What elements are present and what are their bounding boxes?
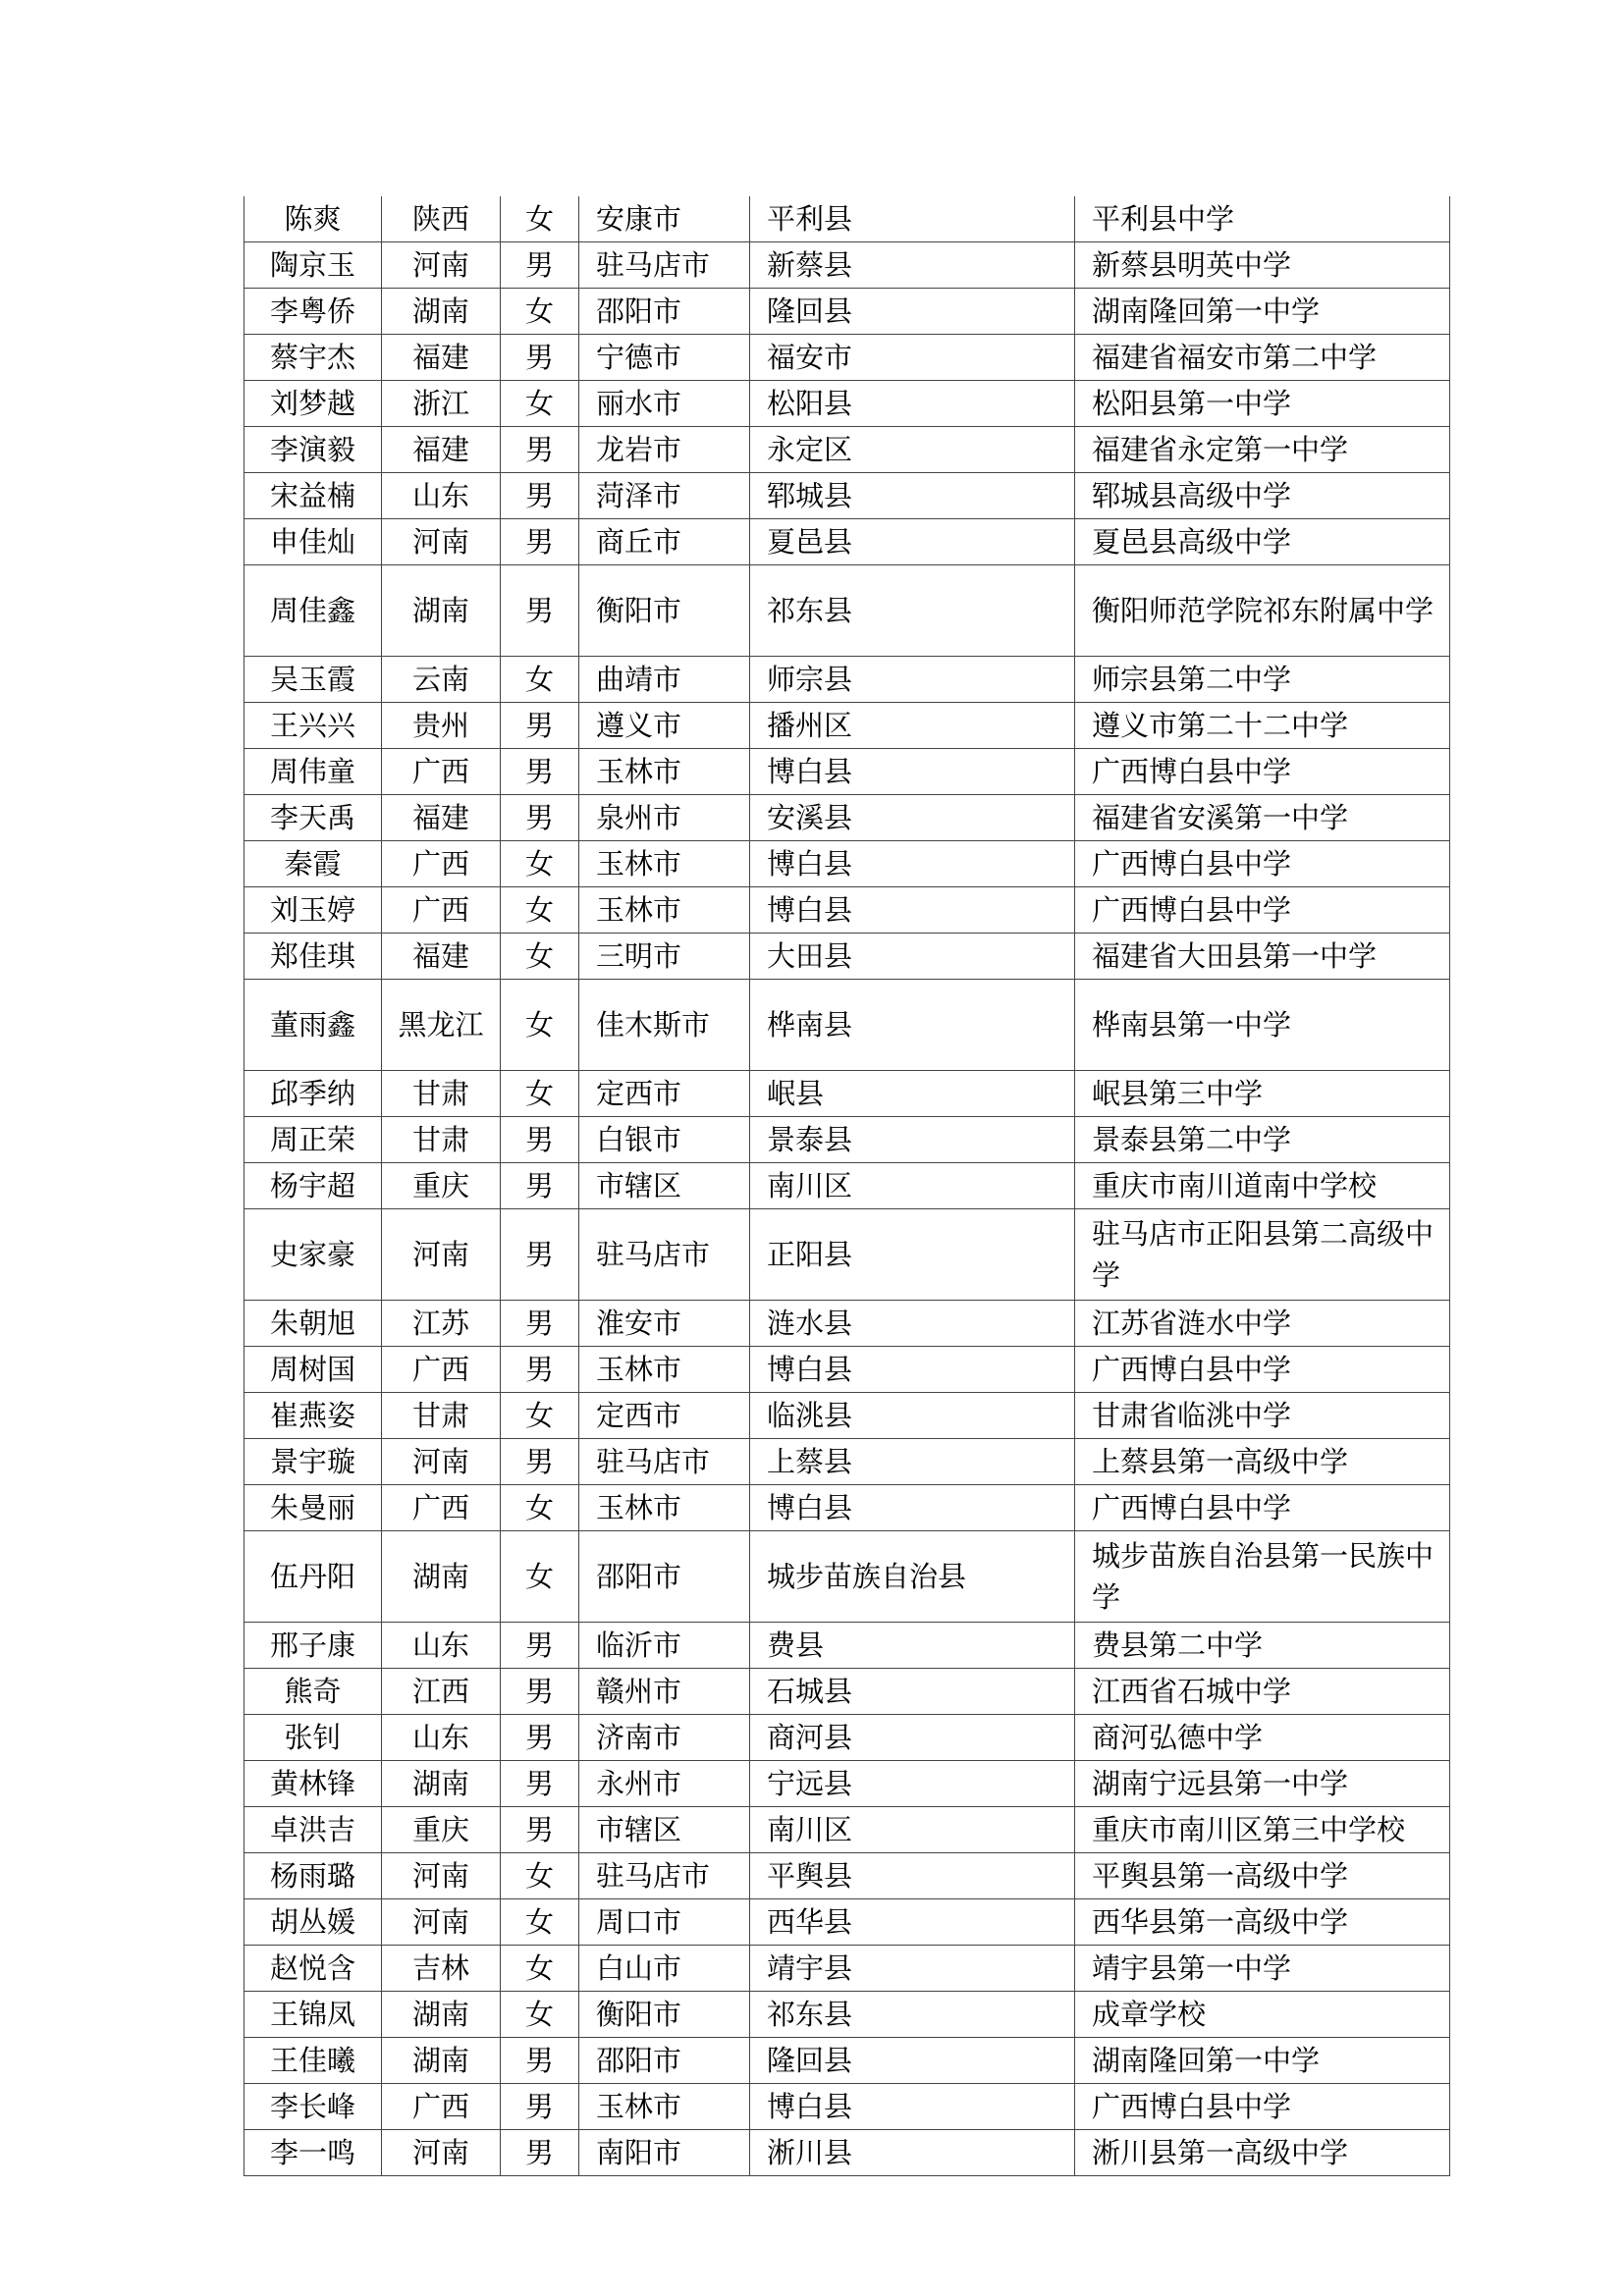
table-row xyxy=(244,1393,1450,1439)
province-cell: 广西 xyxy=(382,841,501,887)
school-cell: 景泰县第二中学 xyxy=(1075,1117,1450,1163)
school-cell: 湖南隆回第一中学 xyxy=(1075,2038,1450,2084)
student-name-cell: 赵悦含 xyxy=(244,1946,382,1992)
table-row xyxy=(244,2130,1450,2176)
school-cell: 湖南宁远县第一中学 xyxy=(1075,1761,1450,1807)
county-cell: 博白县 xyxy=(750,1347,1075,1393)
gender-cell: 男 xyxy=(501,1715,579,1761)
city-cell: 市辖区 xyxy=(579,1807,750,1853)
gender-cell: 男 xyxy=(501,1347,579,1393)
school-cell: 西华县第一高级中学 xyxy=(1075,1899,1450,1946)
county-cell: 南川区 xyxy=(750,1807,1075,1853)
province-cell: 广西 xyxy=(382,1485,501,1531)
county-cell: 博白县 xyxy=(750,887,1075,934)
gender-cell: 男 xyxy=(501,1669,579,1715)
gender-cell: 男 xyxy=(501,703,579,749)
city-cell: 三明市 xyxy=(579,934,750,980)
table-row xyxy=(244,1761,1450,1807)
student-name-cell: 申佳灿 xyxy=(244,519,382,565)
gender-cell: 男 xyxy=(501,242,579,289)
province-cell: 福建 xyxy=(382,427,501,473)
province-cell: 河南 xyxy=(382,242,501,289)
province-cell: 甘肃 xyxy=(382,1117,501,1163)
city-cell: 邵阳市 xyxy=(579,289,750,335)
student-name-cell: 蔡宇杰 xyxy=(244,335,382,381)
county-cell: 临洮县 xyxy=(750,1393,1075,1439)
school-cell: 平利县中学 xyxy=(1075,196,1450,242)
student-name-cell: 王兴兴 xyxy=(244,703,382,749)
school-cell: 师宗县第二中学 xyxy=(1075,657,1450,703)
province-cell: 山东 xyxy=(382,1715,501,1761)
province-cell: 山东 xyxy=(382,473,501,519)
province-cell: 甘肃 xyxy=(382,1393,501,1439)
gender-cell: 男 xyxy=(501,335,579,381)
county-cell: 南川区 xyxy=(750,1163,1075,1209)
student-name-cell: 熊奇 xyxy=(244,1669,382,1715)
table-row xyxy=(244,1623,1450,1669)
gender-cell: 女 xyxy=(501,196,579,242)
gender-cell: 女 xyxy=(501,1393,579,1439)
city-cell: 驻马店市 xyxy=(579,1209,750,1301)
city-cell: 白银市 xyxy=(579,1117,750,1163)
province-cell: 云南 xyxy=(382,657,501,703)
student-name-cell: 张钊 xyxy=(244,1715,382,1761)
city-cell: 邵阳市 xyxy=(579,2038,750,2084)
county-cell: 上蔡县 xyxy=(750,1439,1075,1485)
county-cell: 博白县 xyxy=(750,841,1075,887)
table-row xyxy=(244,473,1450,519)
table-row xyxy=(244,565,1450,657)
table-row xyxy=(244,795,1450,841)
county-cell: 祁东县 xyxy=(750,565,1075,657)
gender-cell: 女 xyxy=(501,1899,579,1946)
table-row xyxy=(244,1439,1450,1485)
province-cell: 河南 xyxy=(382,519,501,565)
province-cell: 河南 xyxy=(382,1899,501,1946)
school-cell: 福建省安溪第一中学 xyxy=(1075,795,1450,841)
student-roster-table xyxy=(244,196,1450,2176)
county-cell: 播州区 xyxy=(750,703,1075,749)
city-cell: 安康市 xyxy=(579,196,750,242)
city-cell: 泉州市 xyxy=(579,795,750,841)
school-cell: 福建省永定第一中学 xyxy=(1075,427,1450,473)
student-name-cell: 邱季纳 xyxy=(244,1071,382,1117)
province-cell: 广西 xyxy=(382,2084,501,2130)
gender-cell: 男 xyxy=(501,1623,579,1669)
student-name-cell: 周正荣 xyxy=(244,1117,382,1163)
student-name-cell: 黄林锋 xyxy=(244,1761,382,1807)
student-name-cell: 卓洪吉 xyxy=(244,1807,382,1853)
table-row xyxy=(244,2038,1450,2084)
school-cell: 广西博白县中学 xyxy=(1075,887,1450,934)
table-row xyxy=(244,1669,1450,1715)
gender-cell: 男 xyxy=(501,565,579,657)
city-cell: 驻马店市 xyxy=(579,1853,750,1899)
gender-cell: 男 xyxy=(501,2038,579,2084)
table-row xyxy=(244,749,1450,795)
table-row xyxy=(244,196,1450,242)
school-cell: 岷县第三中学 xyxy=(1075,1071,1450,1117)
county-cell: 桦南县 xyxy=(750,980,1075,1071)
table-row xyxy=(244,1117,1450,1163)
province-cell: 浙江 xyxy=(382,381,501,427)
province-cell: 甘肃 xyxy=(382,1071,501,1117)
student-name-cell: 吴玉霞 xyxy=(244,657,382,703)
province-cell: 广西 xyxy=(382,1347,501,1393)
city-cell: 南阳市 xyxy=(579,2130,750,2176)
province-cell: 贵州 xyxy=(382,703,501,749)
roster-body xyxy=(244,196,1450,2176)
table-row xyxy=(244,980,1450,1071)
table-row xyxy=(244,1485,1450,1531)
county-cell: 郓城县 xyxy=(750,473,1075,519)
province-cell: 河南 xyxy=(382,1439,501,1485)
county-cell: 永定区 xyxy=(750,427,1075,473)
gender-cell: 女 xyxy=(501,841,579,887)
table-row xyxy=(244,1163,1450,1209)
city-cell: 驻马店市 xyxy=(579,242,750,289)
province-cell: 湖南 xyxy=(382,2038,501,2084)
school-cell: 上蔡县第一高级中学 xyxy=(1075,1439,1450,1485)
county-cell: 平利县 xyxy=(750,196,1075,242)
city-cell: 驻马店市 xyxy=(579,1439,750,1485)
city-cell: 丽水市 xyxy=(579,381,750,427)
student-name-cell: 杨雨璐 xyxy=(244,1853,382,1899)
student-name-cell: 朱曼丽 xyxy=(244,1485,382,1531)
province-cell: 江西 xyxy=(382,1669,501,1715)
school-cell: 桦南县第一中学 xyxy=(1075,980,1450,1071)
county-cell: 福安市 xyxy=(750,335,1075,381)
gender-cell: 女 xyxy=(501,887,579,934)
county-cell: 正阳县 xyxy=(750,1209,1075,1301)
gender-cell: 男 xyxy=(501,519,579,565)
gender-cell: 男 xyxy=(501,427,579,473)
student-name-cell: 周树国 xyxy=(244,1347,382,1393)
province-cell: 河南 xyxy=(382,1209,501,1301)
school-cell: 广西博白县中学 xyxy=(1075,1347,1450,1393)
school-cell: 成章学校 xyxy=(1075,1992,1450,2038)
gender-cell: 男 xyxy=(501,473,579,519)
province-cell: 福建 xyxy=(382,795,501,841)
table-row xyxy=(244,1899,1450,1946)
gender-cell: 男 xyxy=(501,1301,579,1347)
school-cell: 商河弘德中学 xyxy=(1075,1715,1450,1761)
school-cell: 江苏省涟水中学 xyxy=(1075,1301,1450,1347)
city-cell: 济南市 xyxy=(579,1715,750,1761)
gender-cell: 男 xyxy=(501,1439,579,1485)
county-cell: 大田县 xyxy=(750,934,1075,980)
school-cell: 费县第二中学 xyxy=(1075,1623,1450,1669)
county-cell: 涟水县 xyxy=(750,1301,1075,1347)
student-name-cell: 秦霞 xyxy=(244,841,382,887)
county-cell: 博白县 xyxy=(750,749,1075,795)
province-cell: 河南 xyxy=(382,2130,501,2176)
student-name-cell: 董雨鑫 xyxy=(244,980,382,1071)
province-cell: 广西 xyxy=(382,887,501,934)
student-name-cell: 胡丛媛 xyxy=(244,1899,382,1946)
city-cell: 赣州市 xyxy=(579,1669,750,1715)
province-cell: 湖南 xyxy=(382,1761,501,1807)
gender-cell: 男 xyxy=(501,1117,579,1163)
school-cell: 松阳县第一中学 xyxy=(1075,381,1450,427)
province-cell: 福建 xyxy=(382,934,501,980)
gender-cell: 男 xyxy=(501,2084,579,2130)
student-name-cell: 王佳曦 xyxy=(244,2038,382,2084)
table-row xyxy=(244,657,1450,703)
county-cell: 安溪县 xyxy=(750,795,1075,841)
school-cell: 重庆市南川区第三中学校 xyxy=(1075,1807,1450,1853)
county-cell: 祁东县 xyxy=(750,1992,1075,2038)
gender-cell: 女 xyxy=(501,1071,579,1117)
city-cell: 淮安市 xyxy=(579,1301,750,1347)
table-row xyxy=(244,1992,1450,2038)
city-cell: 商丘市 xyxy=(579,519,750,565)
table-row xyxy=(244,934,1450,980)
city-cell: 永州市 xyxy=(579,1761,750,1807)
province-cell: 重庆 xyxy=(382,1807,501,1853)
table-row xyxy=(244,1531,1450,1623)
city-cell: 宁德市 xyxy=(579,335,750,381)
city-cell: 遵义市 xyxy=(579,703,750,749)
gender-cell: 女 xyxy=(501,934,579,980)
school-cell: 淅川县第一高级中学 xyxy=(1075,2130,1450,2176)
county-cell: 松阳县 xyxy=(750,381,1075,427)
school-cell: 福建省福安市第二中学 xyxy=(1075,335,1450,381)
student-name-cell: 李粤侨 xyxy=(244,289,382,335)
table-row xyxy=(244,887,1450,934)
city-cell: 佳木斯市 xyxy=(579,980,750,1071)
gender-cell: 男 xyxy=(501,1209,579,1301)
city-cell: 曲靖市 xyxy=(579,657,750,703)
gender-cell: 女 xyxy=(501,1946,579,1992)
student-name-cell: 景宇璇 xyxy=(244,1439,382,1485)
table-row xyxy=(244,1209,1450,1301)
student-name-cell: 邢子康 xyxy=(244,1623,382,1669)
table-row xyxy=(244,519,1450,565)
city-cell: 龙岩市 xyxy=(579,427,750,473)
province-cell: 吉林 xyxy=(382,1946,501,1992)
school-cell: 湖南隆回第一中学 xyxy=(1075,289,1450,335)
province-cell: 河南 xyxy=(382,1853,501,1899)
student-name-cell: 刘玉婷 xyxy=(244,887,382,934)
county-cell: 景泰县 xyxy=(750,1117,1075,1163)
city-cell: 定西市 xyxy=(579,1393,750,1439)
county-cell: 新蔡县 xyxy=(750,242,1075,289)
province-cell: 湖南 xyxy=(382,289,501,335)
school-cell: 甘肃省临洮中学 xyxy=(1075,1393,1450,1439)
student-name-cell: 周佳鑫 xyxy=(244,565,382,657)
city-cell: 玉林市 xyxy=(579,1347,750,1393)
province-cell: 陕西 xyxy=(382,196,501,242)
table-row xyxy=(244,703,1450,749)
gender-cell: 女 xyxy=(501,980,579,1071)
gender-cell: 男 xyxy=(501,1761,579,1807)
gender-cell: 女 xyxy=(501,1485,579,1531)
school-cell: 新蔡县明英中学 xyxy=(1075,242,1450,289)
city-cell: 玉林市 xyxy=(579,2084,750,2130)
county-cell: 师宗县 xyxy=(750,657,1075,703)
city-cell: 玉林市 xyxy=(579,841,750,887)
county-cell: 城步苗族自治县 xyxy=(750,1531,1075,1623)
student-name-cell: 李一鸣 xyxy=(244,2130,382,2176)
school-cell: 衡阳师范学院祁东附属中学 xyxy=(1075,565,1450,657)
student-name-cell: 杨宇超 xyxy=(244,1163,382,1209)
gender-cell: 男 xyxy=(501,1807,579,1853)
county-cell: 博白县 xyxy=(750,1485,1075,1531)
table-row xyxy=(244,841,1450,887)
table-row xyxy=(244,242,1450,289)
province-cell: 黑龙江 xyxy=(382,980,501,1071)
school-cell: 福建省大田县第一中学 xyxy=(1075,934,1450,980)
city-cell: 临沂市 xyxy=(579,1623,750,1669)
student-name-cell: 崔燕姿 xyxy=(244,1393,382,1439)
county-cell: 费县 xyxy=(750,1623,1075,1669)
school-cell: 靖宇县第一中学 xyxy=(1075,1946,1450,1992)
county-cell: 石城县 xyxy=(750,1669,1075,1715)
school-cell: 城步苗族自治县第一民族中学 xyxy=(1075,1531,1450,1623)
student-name-cell: 陈爽 xyxy=(244,196,382,242)
county-cell: 岷县 xyxy=(750,1071,1075,1117)
school-cell: 重庆市南川道南中学校 xyxy=(1075,1163,1450,1209)
school-cell: 平舆县第一高级中学 xyxy=(1075,1853,1450,1899)
table-row xyxy=(244,335,1450,381)
student-name-cell: 史家豪 xyxy=(244,1209,382,1301)
school-cell: 遵义市第二十二中学 xyxy=(1075,703,1450,749)
province-cell: 湖南 xyxy=(382,1531,501,1623)
city-cell: 市辖区 xyxy=(579,1163,750,1209)
county-cell: 隆回县 xyxy=(750,289,1075,335)
gender-cell: 男 xyxy=(501,749,579,795)
province-cell: 湖南 xyxy=(382,1992,501,2038)
school-cell: 广西博白县中学 xyxy=(1075,1485,1450,1531)
province-cell: 福建 xyxy=(382,335,501,381)
gender-cell: 男 xyxy=(501,1163,579,1209)
gender-cell: 女 xyxy=(501,1531,579,1623)
student-name-cell: 陶京玉 xyxy=(244,242,382,289)
county-cell: 夏邑县 xyxy=(750,519,1075,565)
city-cell: 邵阳市 xyxy=(579,1531,750,1623)
city-cell: 菏泽市 xyxy=(579,473,750,519)
school-cell: 广西博白县中学 xyxy=(1075,749,1450,795)
school-cell: 驻马店市正阳县第二高级中学 xyxy=(1075,1209,1450,1301)
county-cell: 平舆县 xyxy=(750,1853,1075,1899)
province-cell: 山东 xyxy=(382,1623,501,1669)
gender-cell: 女 xyxy=(501,381,579,427)
student-name-cell: 王锦凤 xyxy=(244,1992,382,2038)
student-name-cell: 郑佳琪 xyxy=(244,934,382,980)
gender-cell: 女 xyxy=(501,657,579,703)
city-cell: 衡阳市 xyxy=(579,565,750,657)
table-row xyxy=(244,1301,1450,1347)
table-row xyxy=(244,289,1450,335)
student-name-cell: 李天禹 xyxy=(244,795,382,841)
province-cell: 湖南 xyxy=(382,565,501,657)
student-name-cell: 李长峰 xyxy=(244,2084,382,2130)
gender-cell: 男 xyxy=(501,2130,579,2176)
city-cell: 周口市 xyxy=(579,1899,750,1946)
student-name-cell: 朱朝旭 xyxy=(244,1301,382,1347)
school-cell: 广西博白县中学 xyxy=(1075,2084,1450,2130)
province-cell: 江苏 xyxy=(382,1301,501,1347)
county-cell: 靖宇县 xyxy=(750,1946,1075,1992)
city-cell: 玉林市 xyxy=(579,749,750,795)
city-cell: 玉林市 xyxy=(579,887,750,934)
county-cell: 博白县 xyxy=(750,2084,1075,2130)
city-cell: 白山市 xyxy=(579,1946,750,1992)
county-cell: 隆回县 xyxy=(750,2038,1075,2084)
table-row xyxy=(244,1853,1450,1899)
table-row xyxy=(244,1071,1450,1117)
table-row xyxy=(244,427,1450,473)
student-name-cell: 周伟童 xyxy=(244,749,382,795)
gender-cell: 男 xyxy=(501,795,579,841)
student-name-cell: 伍丹阳 xyxy=(244,1531,382,1623)
county-cell: 宁远县 xyxy=(750,1761,1075,1807)
gender-cell: 女 xyxy=(501,1992,579,2038)
table-row xyxy=(244,1807,1450,1853)
school-cell: 江西省石城中学 xyxy=(1075,1669,1450,1715)
student-name-cell: 李演毅 xyxy=(244,427,382,473)
table-row xyxy=(244,1946,1450,1992)
student-name-cell: 刘梦越 xyxy=(244,381,382,427)
student-name-cell: 宋益楠 xyxy=(244,473,382,519)
table-row xyxy=(244,2084,1450,2130)
province-cell: 重庆 xyxy=(382,1163,501,1209)
table-row xyxy=(244,1347,1450,1393)
city-cell: 衡阳市 xyxy=(579,1992,750,2038)
table-row xyxy=(244,381,1450,427)
school-cell: 郓城县高级中学 xyxy=(1075,473,1450,519)
school-cell: 广西博白县中学 xyxy=(1075,841,1450,887)
county-cell: 淅川县 xyxy=(750,2130,1075,2176)
county-cell: 商河县 xyxy=(750,1715,1075,1761)
table-row xyxy=(244,1715,1450,1761)
city-cell: 玉林市 xyxy=(579,1485,750,1531)
gender-cell: 女 xyxy=(501,289,579,335)
province-cell: 广西 xyxy=(382,749,501,795)
county-cell: 西华县 xyxy=(750,1899,1075,1946)
school-cell: 夏邑县高级中学 xyxy=(1075,519,1450,565)
city-cell: 定西市 xyxy=(579,1071,750,1117)
gender-cell: 女 xyxy=(501,1853,579,1899)
